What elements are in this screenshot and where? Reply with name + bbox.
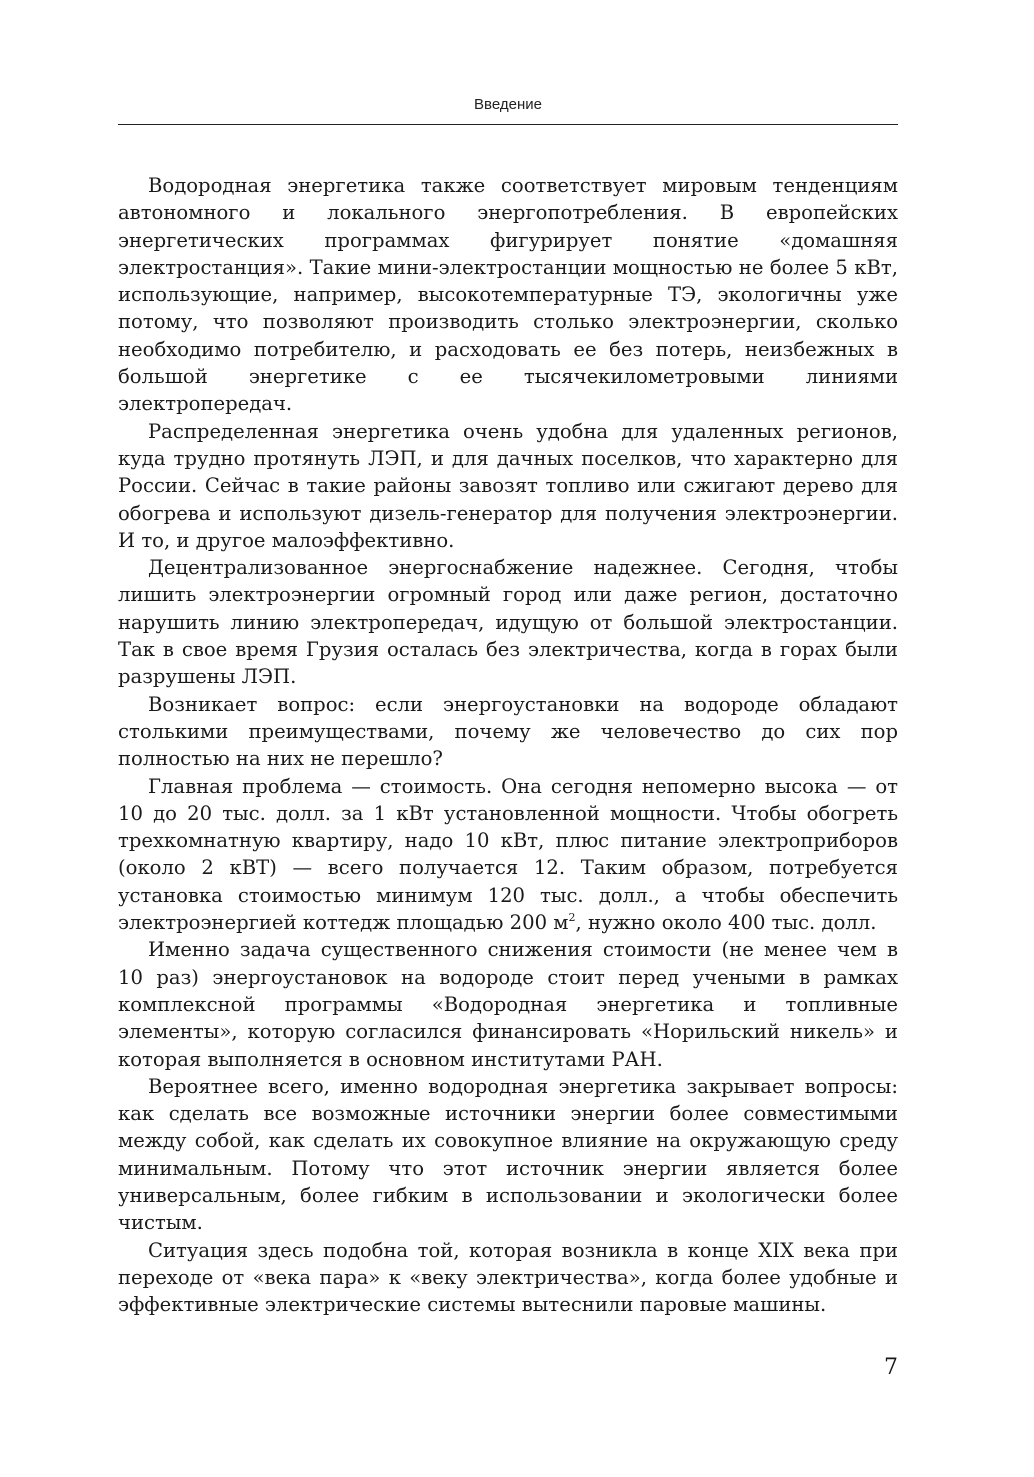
page-number: 7 [884, 1355, 898, 1380]
paragraph: Водородная энергетика также соответствует мировым тенденциям автономного и локального энергопотребления. В европейских энергетических программах фигурирует понятие «домашняя электростанция». Такие мини-электростанции мощностью не более 5 кВт, использующие, например, высокотемпературные ТЭ, экологичны уже потому, что позволяют производить столько электроэнергии, сколько необходимо потребителю, и расходовать ее без потерь, неизбежных в большой энергетике с ее тысячекилометровыми линиями электропередач. [118, 174, 898, 416]
paragraph: Возникает вопрос: если энергоустановки на водороде обладают столькими преимуществами, почему же человечество до сих пор полностью на них не перешло? [118, 692, 898, 771]
running-header: Введение [474, 96, 542, 113]
paragraph: Распределенная энергетика очень удобна для удаленных регионов, куда трудно протянуть ЛЭП, и для дачных поселков, что характерно для России. Сейчас в такие районы завозят топливо или сжигают дерево для обогрева и используют дизель-генератор для получения электроэнергии. И то, и другое малоэффективно. [118, 419, 898, 552]
header-rule [118, 124, 898, 125]
paragraph-text: , нужно около 400 тыс. долл. [575, 911, 877, 935]
paragraph: Ситуация здесь подобна той, которая возникла в конце XIX века при переходе от «века пара» к «веку электричества», когда более удобные и эффективные электрические системы вытеснили паровые машины. [118, 1238, 898, 1317]
paragraph: Именно задача существенного снижения стоимости (не менее чем в 10 раз) энергоустановок на водороде стоит перед учеными в рамках комплексной программы «Водородная энергетика и топливные элементы», которую согласился финансировать «Норильский никель» и которая выполняется в основном институтами РАН. [118, 938, 898, 1071]
paragraph: Вероятнее всего, именно водородная энергетика закрывает вопросы: как сделать все возможные источники энергии более совместимыми между собой, как сделать их совокупное влияние на окружающую среду минимальным. Потому что этот источник энергии является более универсальным, более гибким в использовании и экологически более чистым. [118, 1074, 898, 1235]
paragraph [118, 773, 898, 937]
superscript: 2 [568, 911, 576, 925]
body-text [118, 172, 898, 1318]
paragraph-text: Главная проблема — стоимость. Она сегодня непомерно высока — от 10 до 20 тыс. долл. за 1 кВт установленной мощности. Чтобы обогреть трехкомнатную квартиру, надо 10 кВт, плюс питание электроприборов (около 2 кВТ) — всего получается 12. Таким образом, потребуется установка стоимостью минимум 120 тыс. долл., а чтобы обеспечить электроэнергией коттедж площадью 200 м [118, 774, 898, 935]
paragraph: Децентрализованное энергоснабжение надежнее. Сегодня, чтобы лишить электроэнергии огромный город или даже регион, достаточно нарушить линию электропередач, идущую от большой электростанции. Так в свое время Грузия осталась без электричества, когда в горах были разрушены ЛЭП. [118, 556, 898, 689]
